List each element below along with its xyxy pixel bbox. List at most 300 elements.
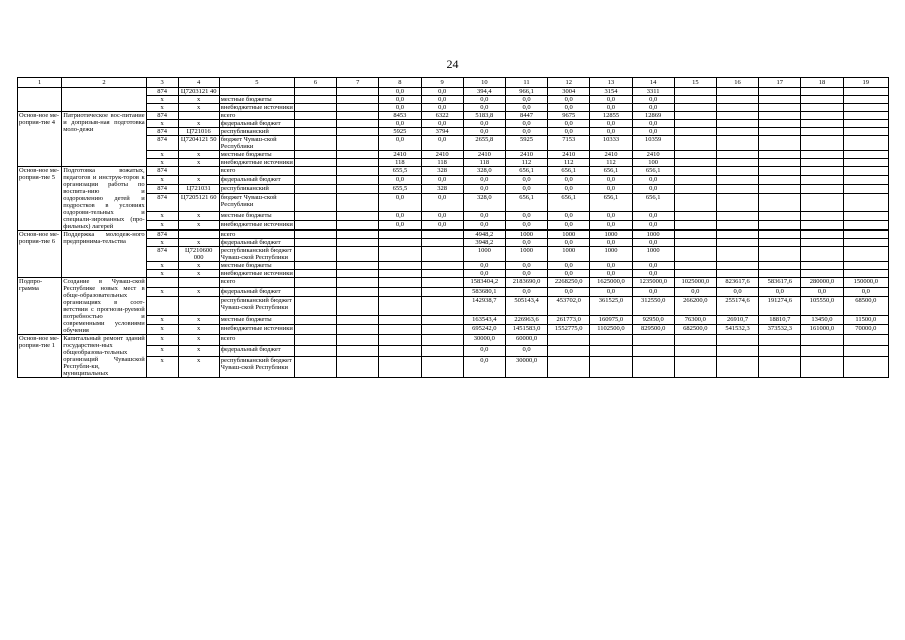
amount-cell [716, 112, 758, 120]
amount-cell [337, 325, 379, 335]
amount-cell: 8447 [505, 112, 547, 120]
column-number: 4 [178, 78, 219, 88]
amount-cell: 0,0 [421, 88, 463, 96]
amount-cell [843, 96, 888, 104]
amount-cell [801, 96, 843, 104]
amount-cell [632, 357, 674, 378]
amount-cell [337, 346, 379, 357]
amount-cell [337, 176, 379, 185]
amount-cell: 3154 [590, 88, 632, 96]
amount-cell: 823617,6 [716, 278, 758, 288]
amount-cell [337, 88, 379, 96]
amount-cell [379, 297, 421, 315]
amount-cell [337, 262, 379, 270]
table-row [18, 159, 889, 167]
grbs-code: х [146, 262, 178, 270]
grbs-code: 874 [146, 185, 178, 194]
amount-cell: 966,1 [505, 88, 547, 96]
amount-cell: 1000 [590, 231, 632, 239]
amount-cell [801, 270, 843, 278]
amount-cell: 0,0 [379, 120, 421, 128]
amount-cell: 4948,2 [463, 231, 505, 239]
amount-cell: 2410 [548, 151, 590, 159]
funding-source: республиканский [219, 128, 294, 136]
table-row [18, 262, 889, 270]
amount-cell [421, 239, 463, 247]
amount-cell: 112 [505, 159, 547, 167]
amount-cell: 0,0 [548, 239, 590, 247]
amount-cell: 12869 [632, 112, 674, 120]
amount-cell [716, 346, 758, 357]
table-row [18, 325, 889, 335]
table-row [18, 167, 889, 176]
amount-cell: 0,0 [632, 287, 674, 297]
amount-cell [294, 104, 336, 112]
amount-cell [421, 247, 463, 262]
amount-cell: 0,0 [505, 270, 547, 278]
amount-cell: 328 [421, 167, 463, 176]
amount-cell [759, 176, 801, 185]
amount-cell: 161000,0 [801, 325, 843, 335]
amount-cell: 10333 [590, 136, 632, 151]
amount-cell: 0,0 [379, 211, 421, 220]
amount-cell [716, 239, 758, 247]
amount-cell [294, 185, 336, 194]
amount-cell: 0,0 [463, 176, 505, 185]
amount-cell [674, 185, 716, 194]
amount-cell: 0,0 [379, 220, 421, 229]
amount-cell [843, 88, 888, 96]
amount-cell [421, 287, 463, 297]
amount-cell [716, 211, 758, 220]
amount-cell [294, 167, 336, 176]
target-code: х [178, 96, 219, 104]
amount-cell: 0,0 [632, 128, 674, 136]
amount-cell [716, 335, 758, 346]
target-code: х [178, 151, 219, 159]
amount-cell: 0,0 [843, 287, 888, 297]
amount-cell [337, 278, 379, 288]
amount-cell [294, 231, 336, 239]
amount-cell [337, 239, 379, 247]
amount-cell [674, 262, 716, 270]
target-code: х [178, 120, 219, 128]
grbs-code: х [146, 211, 178, 220]
amount-cell [843, 167, 888, 176]
amount-cell: 656,1 [632, 194, 674, 211]
amount-cell: 656,1 [632, 167, 674, 176]
amount-cell [759, 262, 801, 270]
table-row [18, 239, 889, 247]
column-number: 15 [674, 78, 716, 88]
column-number: 1 [18, 78, 62, 88]
amount-cell: 0,0 [632, 220, 674, 229]
amount-cell [421, 278, 463, 288]
target-code: Ц721031 [178, 185, 219, 194]
grbs-code: 874 [146, 194, 178, 211]
amount-cell: 328,0 [463, 194, 505, 211]
amount-cell: 656,1 [548, 167, 590, 176]
amount-cell: 0,0 [421, 136, 463, 151]
amount-cell: 1000 [463, 247, 505, 262]
amount-cell [337, 185, 379, 194]
target-code: х [178, 220, 219, 229]
amount-cell [843, 239, 888, 247]
amount-cell [294, 287, 336, 297]
amount-cell: 70000,0 [843, 325, 888, 335]
amount-cell [632, 346, 674, 357]
funding-source: республиканский бюджет Чуваш-ской Республики [219, 247, 294, 262]
grbs-code [146, 297, 178, 315]
amount-cell [590, 357, 632, 378]
amount-cell [843, 185, 888, 194]
grbs-code: х [146, 325, 178, 335]
program-label: Основ-ное ме-роприя-тие 6 [18, 231, 62, 278]
amount-cell: 3311 [632, 88, 674, 96]
amount-cell [379, 315, 421, 325]
amount-cell [801, 185, 843, 194]
amount-cell [716, 262, 758, 270]
amount-cell: 2268250,0 [548, 278, 590, 288]
amount-cell [294, 194, 336, 211]
amount-cell: 5925 [379, 128, 421, 136]
amount-cell [759, 220, 801, 229]
amount-cell: 656,1 [590, 194, 632, 211]
program-description: Создание в Чуваш-ской Республике новых мест в обще-образовательных организациях в соот-ветствии с прогнози-руемой потребностью и современными условиями обучения [63, 278, 145, 334]
funding-source: федеральный бюджет [219, 176, 294, 185]
budget-table [17, 77, 889, 378]
target-code: Ц7204121 50 [178, 136, 219, 151]
amount-cell [294, 335, 336, 346]
amount-cell: 0,0 [463, 120, 505, 128]
amount-cell [801, 262, 843, 270]
amount-cell [674, 104, 716, 112]
table-row [18, 96, 889, 104]
program-description: Подготовка вожатых, педагогов и инструк-торов к организации работы по воспита-нию и оздоровлению детей и подростков в условиях оздорови-тельных и специали-зированных (про-фильных) лагерей [63, 167, 145, 230]
amount-cell [759, 120, 801, 128]
column-number: 14 [632, 78, 674, 88]
amount-cell: 656,1 [590, 167, 632, 176]
amount-cell: 0,0 [463, 96, 505, 104]
column-number: 13 [590, 78, 632, 88]
table-row [18, 220, 889, 229]
table-row [18, 297, 889, 315]
amount-cell: 583680,1 [463, 287, 505, 297]
amount-cell: 60000,0 [505, 335, 547, 346]
column-number: 5 [219, 78, 294, 88]
table-row [18, 104, 889, 112]
funding-source: республиканский бюджет Чуваш-ской Республики [219, 297, 294, 315]
amount-cell [421, 231, 463, 239]
amount-cell: 1000 [548, 247, 590, 262]
grbs-code: 874 [146, 112, 178, 120]
amount-cell: 328,0 [463, 167, 505, 176]
amount-cell: 394,4 [463, 88, 505, 96]
amount-cell: 0,0 [759, 287, 801, 297]
amount-cell [759, 270, 801, 278]
table-row [18, 176, 889, 185]
amount-cell [716, 136, 758, 151]
amount-cell: 0,0 [590, 211, 632, 220]
column-number: 7 [337, 78, 379, 88]
target-code [178, 278, 219, 288]
amount-cell: 5183,8 [463, 112, 505, 120]
grbs-code: 874 [146, 231, 178, 239]
amount-cell: 3948,2 [463, 239, 505, 247]
amount-cell [674, 88, 716, 96]
amount-cell [716, 220, 758, 229]
funding-source: внебюджетные источники [220, 270, 293, 277]
target-code: х [178, 176, 219, 185]
amount-cell [379, 325, 421, 335]
amount-cell [759, 211, 801, 220]
amount-cell: 655,5 [379, 185, 421, 194]
amount-cell: 1583404,2 [463, 278, 505, 288]
amount-cell [590, 346, 632, 357]
amount-cell: 150000,0 [843, 278, 888, 288]
amount-cell [801, 194, 843, 211]
amount-cell: 656,1 [505, 167, 547, 176]
table-row [18, 247, 889, 262]
amount-cell [294, 136, 336, 151]
amount-cell: 0,0 [548, 120, 590, 128]
amount-cell [716, 167, 758, 176]
target-code [178, 297, 219, 315]
amount-cell [548, 346, 590, 357]
amount-cell [294, 357, 336, 378]
column-number: 17 [759, 78, 801, 88]
amount-cell: 0,0 [379, 194, 421, 211]
amount-cell [674, 151, 716, 159]
amount-cell [337, 159, 379, 167]
table-row [18, 287, 889, 297]
amount-cell [801, 159, 843, 167]
amount-cell: 0,0 [463, 346, 505, 357]
amount-cell [337, 357, 379, 378]
amount-cell [801, 128, 843, 136]
amount-cell: 0,0 [548, 104, 590, 112]
table-row [18, 194, 889, 211]
amount-cell: 0,0 [632, 96, 674, 104]
amount-cell [759, 128, 801, 136]
amount-cell: 0,0 [590, 176, 632, 185]
column-number: 3 [146, 78, 178, 88]
amount-cell: 505143,4 [505, 297, 547, 315]
program-description [62, 88, 146, 112]
target-code: Ц721016 [178, 128, 219, 136]
funding-source: всего [219, 112, 294, 120]
funding-source: федеральный бюджет [219, 120, 294, 128]
amount-cell: 1000 [505, 231, 547, 239]
amount-cell [379, 231, 421, 239]
amount-cell: 118 [463, 159, 505, 167]
target-code: х [178, 239, 219, 247]
amount-cell [843, 335, 888, 346]
grbs-code: х [146, 176, 178, 185]
amount-cell [801, 104, 843, 112]
amount-cell [674, 136, 716, 151]
grbs-code: х [146, 287, 178, 297]
amount-cell: 1000 [590, 247, 632, 262]
amount-cell: 0,0 [421, 194, 463, 211]
amount-cell [590, 335, 632, 346]
amount-cell: 0,0 [463, 220, 505, 229]
target-code: х [178, 315, 219, 325]
grbs-code: 874 [146, 136, 178, 151]
amount-cell: 266200,0 [674, 297, 716, 315]
amount-cell: 541532,3 [716, 325, 758, 335]
table-row [18, 120, 889, 128]
funding-source: бюджет Чуваш-ской Республики [219, 136, 294, 151]
amount-cell: 0,0 [590, 287, 632, 297]
funding-source: внебюджетные источники [220, 104, 293, 111]
amount-cell [674, 335, 716, 346]
amount-cell: 0,0 [505, 211, 547, 220]
amount-cell: 361525,0 [590, 297, 632, 315]
amount-cell: 2410 [463, 151, 505, 159]
amount-cell: 0,0 [421, 220, 463, 229]
amount-cell: 328 [421, 185, 463, 194]
amount-cell [759, 346, 801, 357]
amount-cell: 0,0 [590, 270, 632, 278]
amount-cell: 0,0 [548, 96, 590, 104]
amount-cell [674, 220, 716, 229]
grbs-code: х [146, 159, 178, 167]
amount-cell [337, 220, 379, 229]
grbs-code: х [146, 335, 178, 346]
amount-cell: 0,0 [379, 136, 421, 151]
amount-cell [294, 315, 336, 325]
amount-cell [843, 247, 888, 262]
amount-cell [548, 357, 590, 378]
amount-cell [674, 239, 716, 247]
target-code [178, 112, 219, 120]
amount-cell [674, 128, 716, 136]
target-code: х [178, 346, 219, 357]
amount-cell: 0,0 [379, 104, 421, 112]
amount-cell: 682500,0 [674, 325, 716, 335]
column-number: 10 [463, 78, 505, 88]
grbs-code [146, 278, 178, 288]
amount-cell: 0,0 [505, 128, 547, 136]
amount-cell [674, 211, 716, 220]
target-code: Ц7205121 60 [178, 194, 219, 211]
table-row [18, 270, 889, 278]
funding-source: всего [219, 335, 294, 346]
amount-cell: 0,0 [632, 176, 674, 185]
amount-cell: 191274,6 [759, 297, 801, 315]
amount-cell [548, 335, 590, 346]
amount-cell [337, 136, 379, 151]
amount-cell: 1000 [505, 247, 547, 262]
amount-cell: 0,0 [379, 176, 421, 185]
amount-cell [759, 231, 801, 239]
amount-cell: 0,0 [590, 104, 632, 112]
amount-cell [294, 159, 336, 167]
amount-cell [294, 247, 336, 262]
amount-cell [759, 167, 801, 176]
amount-cell: 30000,0 [505, 357, 547, 378]
amount-cell: 0,0 [716, 287, 758, 297]
amount-cell: 105550,0 [801, 297, 843, 315]
amount-cell [674, 120, 716, 128]
amount-cell: 0,0 [463, 262, 505, 270]
amount-cell [801, 231, 843, 239]
amount-cell: 118 [421, 159, 463, 167]
grbs-code: 874 [146, 128, 178, 136]
amount-cell: 0,0 [463, 211, 505, 220]
amount-cell: 0,0 [421, 211, 463, 220]
amount-cell [843, 262, 888, 270]
amount-cell: 2410 [379, 151, 421, 159]
amount-cell [674, 112, 716, 120]
amount-cell: 0,0 [590, 128, 632, 136]
amount-cell: 0,0 [505, 185, 547, 194]
program-description: Патриотическое вос-питание и допризыв-ная подготовка моло-дежи [62, 112, 146, 167]
amount-cell [716, 231, 758, 239]
amount-cell [759, 96, 801, 104]
funding-source: всего [219, 167, 294, 176]
amount-cell [421, 335, 463, 346]
amount-cell [716, 104, 758, 112]
amount-cell [759, 104, 801, 112]
amount-cell: 160975,0 [590, 315, 632, 325]
amount-cell [674, 270, 716, 278]
amount-cell: 0,0 [590, 185, 632, 194]
amount-cell [843, 104, 888, 112]
page-number: 24 [446, 57, 459, 71]
amount-cell [716, 357, 758, 378]
grbs-code: х [146, 346, 178, 357]
amount-cell [801, 176, 843, 185]
amount-cell: 0,0 [505, 176, 547, 185]
target-code: х [178, 159, 219, 167]
amount-cell: 0,0 [548, 262, 590, 270]
column-number: 11 [505, 78, 547, 88]
funding-source: местные бюджеты [219, 211, 294, 220]
amount-cell: 7153 [548, 136, 590, 151]
amount-cell: 0,0 [505, 262, 547, 270]
amount-cell: 2410 [590, 151, 632, 159]
amount-cell [801, 88, 843, 96]
grbs-code: 874 [146, 167, 178, 176]
funding-source: республиканский [219, 185, 294, 194]
amount-cell [759, 357, 801, 378]
grbs-code: х [146, 315, 178, 325]
amount-cell: 5925 [505, 136, 547, 151]
amount-cell [759, 239, 801, 247]
amount-cell [716, 176, 758, 185]
amount-cell: 100 [632, 159, 674, 167]
amount-cell: 0,0 [548, 185, 590, 194]
amount-cell: 1552775,0 [548, 325, 590, 335]
amount-cell [337, 120, 379, 128]
amount-cell: 261773,0 [548, 315, 590, 325]
amount-cell [379, 247, 421, 262]
funding-source [219, 88, 294, 96]
amount-cell: 0,0 [632, 185, 674, 194]
grbs-code: х [146, 151, 178, 159]
amount-cell [379, 262, 421, 270]
amount-cell [843, 136, 888, 151]
amount-cell: 0,0 [548, 128, 590, 136]
amount-cell: 2183690,0 [505, 278, 547, 288]
amount-cell: 312550,0 [632, 297, 674, 315]
amount-cell [843, 151, 888, 159]
target-code: х [178, 104, 219, 112]
amount-cell [674, 357, 716, 378]
amount-cell: 373532,3 [759, 325, 801, 335]
